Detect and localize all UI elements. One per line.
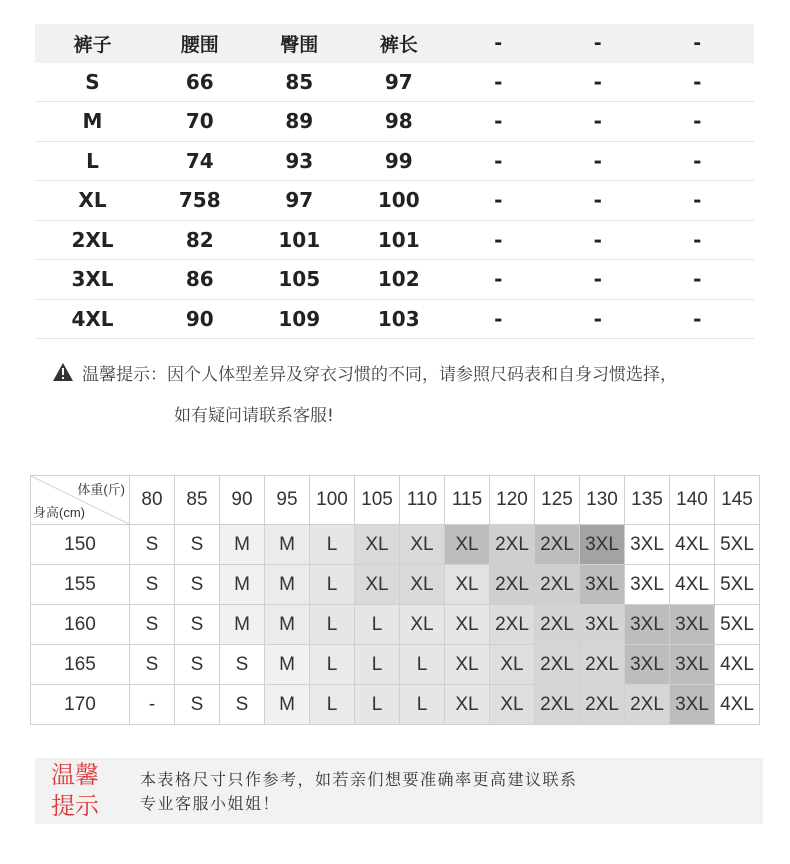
size-cell: L — [400, 645, 445, 685]
tip-title-line1: 温馨 — [51, 761, 99, 789]
size-cell: 2XL — [580, 685, 625, 725]
height-header: 170 — [31, 685, 130, 725]
tip-title-line2: 提示 — [51, 792, 99, 820]
size-table-cell: 4XL — [71, 306, 114, 331]
size-cell: 3XL — [670, 605, 715, 645]
size-cell: L — [355, 685, 400, 725]
size-table — [35, 24, 754, 339]
size-cell: XL — [445, 525, 490, 565]
size-table-cell: - — [593, 148, 602, 173]
size-cell: L — [310, 605, 355, 645]
size-table-cell: - — [693, 69, 702, 94]
size-cell: S — [220, 685, 265, 725]
size-cell: S — [130, 525, 175, 565]
size-cell: 5XL — [715, 605, 760, 645]
size-table-cell: - — [494, 69, 503, 94]
size-cell: L — [355, 645, 400, 685]
weight-header: 100 — [310, 476, 355, 525]
size-table-cell: S — [85, 69, 100, 94]
size-table-cell: - — [593, 267, 602, 292]
size-table-cell: 101 — [278, 227, 321, 252]
header-cell: 裤子 — [73, 33, 112, 56]
size-cell: XL — [400, 605, 445, 645]
size-table-cell: 98 — [384, 109, 413, 134]
size-cell: S — [175, 605, 220, 645]
weight-header: 105 — [355, 476, 400, 525]
weight-header: 140 — [670, 476, 715, 525]
height-header: 165 — [31, 645, 130, 685]
size-table-cell: 103 — [377, 306, 420, 331]
size-cell: S — [175, 525, 220, 565]
grid-row — [31, 565, 760, 605]
grid-row — [31, 525, 760, 565]
height-header: 150 — [31, 525, 130, 565]
size-cell: 2XL — [535, 605, 580, 645]
size-cell: XL — [490, 645, 535, 685]
size-cell: 2XL — [490, 565, 535, 605]
header-cell: 臀围 — [280, 33, 319, 56]
size-cell: L — [310, 685, 355, 725]
size-cell: 2XL — [535, 525, 580, 565]
warning-icon — [52, 362, 74, 382]
size-cell: 4XL — [670, 525, 715, 565]
size-cell: S — [130, 645, 175, 685]
tip-title — [35, 758, 115, 826]
size-cell: 4XL — [715, 685, 760, 725]
size-table-row — [35, 102, 754, 142]
height-axis-label: 身高(cm) — [33, 505, 85, 520]
weight-header: 80 — [130, 476, 175, 525]
size-cell: M — [265, 525, 310, 565]
size-cell: XL — [490, 685, 535, 725]
size-table-cell: - — [494, 227, 503, 252]
weight-header: 90 — [220, 476, 265, 525]
height-header: 160 — [31, 605, 130, 645]
size-table-cell: - — [494, 306, 503, 331]
weight-header: 135 — [625, 476, 670, 525]
size-table-cell: - — [494, 148, 503, 173]
size-cell: M — [265, 565, 310, 605]
bottom-tip — [35, 758, 763, 824]
size-cell: M — [265, 605, 310, 645]
size-cell: M — [220, 525, 265, 565]
header-cell: - — [593, 32, 602, 55]
size-cell: L — [310, 565, 355, 605]
size-cell: 4XL — [670, 565, 715, 605]
size-table-cell: - — [593, 69, 602, 94]
size-table-row — [35, 300, 754, 340]
size-table-cell: 102 — [377, 267, 420, 292]
size-cell: XL — [445, 565, 490, 605]
size-cell: S — [175, 645, 220, 685]
size-table-row — [35, 142, 754, 182]
grid-row — [31, 685, 760, 725]
size-table-cell: 93 — [285, 148, 314, 173]
size-table-cell: - — [494, 267, 503, 292]
size-cell: 3XL — [580, 525, 625, 565]
size-cell: XL — [400, 525, 445, 565]
size-cell: 3XL — [670, 645, 715, 685]
weight-header: 145 — [715, 476, 760, 525]
size-table-cell: 89 — [285, 109, 314, 134]
size-cell: - — [130, 685, 175, 725]
grid-row — [31, 605, 760, 645]
size-table-cell: M — [82, 109, 103, 134]
size-cell: 3XL — [670, 685, 715, 725]
size-cell: 2XL — [490, 525, 535, 565]
tip-text-line2: 专业客服小姐姐！ — [140, 794, 281, 813]
size-table-cell: - — [693, 188, 702, 213]
size-cell: XL — [355, 525, 400, 565]
weight-header: 110 — [400, 476, 445, 525]
size-table-cell: 74 — [185, 148, 214, 173]
size-cell: XL — [445, 645, 490, 685]
size-table-cell: - — [494, 188, 503, 213]
size-cell: L — [310, 525, 355, 565]
size-table-cell: XL — [78, 188, 107, 213]
tip-text — [140, 768, 578, 816]
size-cell: 4XL — [715, 645, 760, 685]
notice-label: 温馨提示： — [82, 364, 167, 385]
size-cell: 2XL — [535, 565, 580, 605]
weight-header: 115 — [445, 476, 490, 525]
size-cell: L — [310, 645, 355, 685]
size-table-cell: 99 — [384, 148, 413, 173]
size-table-cell: - — [593, 227, 602, 252]
header-cell: 腰围 — [180, 33, 219, 56]
size-table-cell: - — [693, 148, 702, 173]
header-cell: - — [693, 32, 702, 55]
size-table-row — [35, 221, 754, 261]
size-table-cell: - — [593, 188, 602, 213]
size-table-cell: L — [86, 148, 99, 173]
height-header: 155 — [31, 565, 130, 605]
size-cell: 3XL — [580, 565, 625, 605]
size-table-cell: 90 — [185, 306, 214, 331]
size-cell: M — [265, 685, 310, 725]
size-table-cell: 101 — [377, 227, 420, 252]
size-table-cell: - — [593, 109, 602, 134]
weight-header: 95 — [265, 476, 310, 525]
header-cell: 裤长 — [379, 33, 418, 56]
size-cell: 3XL — [625, 645, 670, 685]
size-cell: S — [130, 605, 175, 645]
size-table-cell: 85 — [285, 69, 314, 94]
weight-header: 85 — [175, 476, 220, 525]
size-cell: 2XL — [535, 685, 580, 725]
size-table-cell: 758 — [178, 188, 221, 213]
size-table-cell: 66 — [185, 69, 214, 94]
weight-axis-label: 体重(斤) — [77, 482, 125, 497]
size-table-cell: 86 — [185, 267, 214, 292]
size-table-row — [35, 181, 754, 221]
size-cell: L — [400, 685, 445, 725]
size-cell: M — [265, 645, 310, 685]
size-cell: S — [175, 685, 220, 725]
size-cell: S — [175, 565, 220, 605]
size-notice — [52, 359, 677, 429]
size-table-cell: - — [593, 306, 602, 331]
size-cell: XL — [400, 565, 445, 605]
size-table-cell: - — [693, 267, 702, 292]
size-table-cell: 3XL — [71, 267, 114, 292]
size-cell: S — [130, 565, 175, 605]
size-table-cell: - — [693, 109, 702, 134]
size-cell: 2XL — [625, 685, 670, 725]
size-cell: XL — [445, 685, 490, 725]
size-cell: 3XL — [625, 565, 670, 605]
size-table-cell: 109 — [278, 306, 321, 331]
size-table-cell: - — [693, 227, 702, 252]
size-table-cell: - — [693, 306, 702, 331]
size-cell: M — [220, 605, 265, 645]
size-cell: 3XL — [625, 525, 670, 565]
size-table-cell: 97 — [384, 69, 413, 94]
size-cell: 2XL — [535, 645, 580, 685]
size-table-cell: 100 — [377, 188, 420, 213]
size-cell: M — [220, 565, 265, 605]
size-cell: XL — [355, 565, 400, 605]
size-table-cell: 82 — [185, 227, 214, 252]
size-table-cell: 2XL — [71, 227, 114, 252]
size-recommendation-grid — [30, 475, 760, 725]
size-cell: 5XL — [715, 525, 760, 565]
size-table-row — [35, 63, 754, 103]
size-table-row — [35, 260, 754, 300]
grid-corner — [31, 476, 130, 525]
size-cell: 3XL — [625, 605, 670, 645]
size-cell: S — [220, 645, 265, 685]
tip-text-line1: 本表格尺寸只作参考，如若亲们想要准确率更高建议联系 — [140, 770, 578, 789]
size-table-cell: - — [494, 109, 503, 134]
size-table-cell: 97 — [285, 188, 314, 213]
size-cell: 2XL — [580, 645, 625, 685]
size-cell: 3XL — [580, 605, 625, 645]
size-cell: L — [355, 605, 400, 645]
size-cell: 5XL — [715, 565, 760, 605]
size-table-cell: 70 — [185, 109, 214, 134]
size-table-cell: 105 — [278, 267, 321, 292]
notice-line1: 因个人体型差异及穿衣习惯的不同，请参照尺码表和自身习惯选择， — [167, 364, 677, 385]
size-table-header — [35, 24, 754, 63]
weight-header: 120 — [490, 476, 535, 525]
size-cell: 2XL — [490, 605, 535, 645]
weight-header: 130 — [580, 476, 625, 525]
grid-row — [31, 645, 760, 685]
size-cell: XL — [445, 605, 490, 645]
weight-header: 125 — [535, 476, 580, 525]
header-cell: - — [494, 32, 503, 55]
notice-line2: 如有疑问请联系客服! — [174, 406, 334, 426]
